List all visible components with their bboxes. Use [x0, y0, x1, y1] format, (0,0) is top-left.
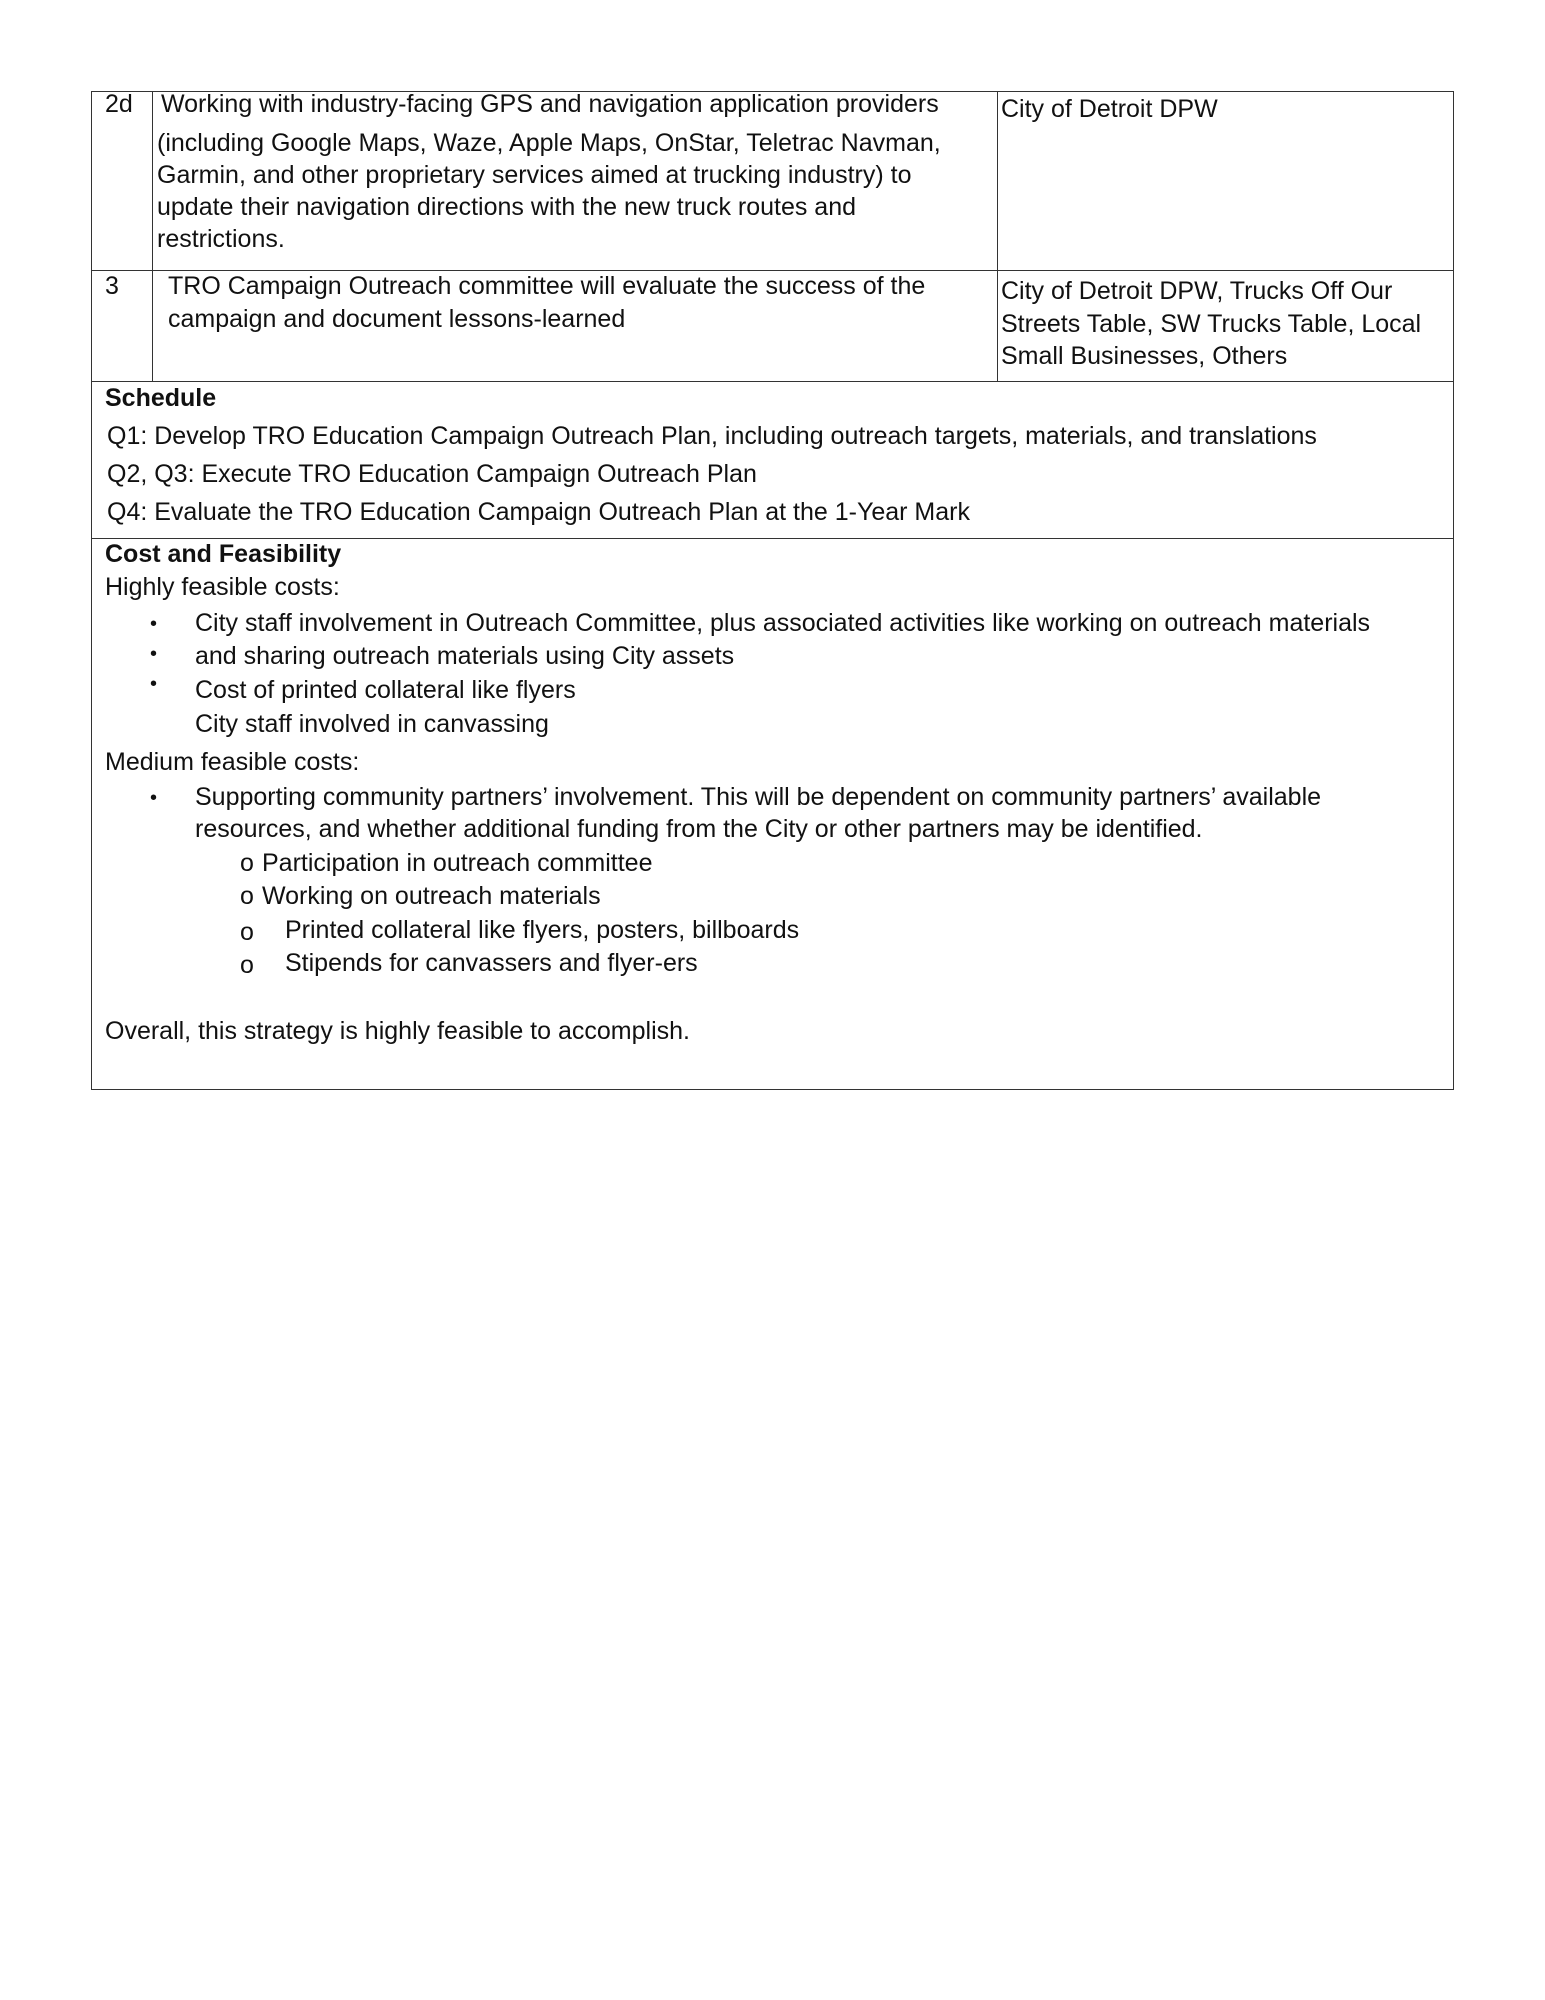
column-divider-id	[152, 91, 153, 381]
schedule-item: Q4: Evaluate the TRO Education Campaign Outreach Plan at the 1-Year Mark	[107, 498, 970, 526]
sub-marker: o	[240, 918, 254, 946]
highly-feasible-item: Cost of printed collateral like flyers	[195, 676, 576, 704]
row-task-line: (including Google Maps, Waze, Apple Maps, OnStar, Teletrac Navman,	[157, 129, 941, 157]
row-task-line: campaign and document lessons-learned	[168, 305, 626, 333]
row-responsible: Streets Table, SW Trucks Table, Local	[1001, 310, 1422, 338]
row-task-line: Garmin, and other proprietary services aimed at trucking industry) to	[157, 161, 912, 189]
medium-feasible-item: resources, and whether additional funding from the City or other partners may be identified.	[195, 815, 1203, 843]
highly-feasible-label: Highly feasible costs:	[105, 573, 340, 601]
row-id: 2d	[105, 90, 133, 118]
bullet-marker: •	[150, 613, 158, 635]
row-responsible: City of Detroit DPW, Trucks Off Our	[1001, 277, 1393, 305]
sub-item: Participation in outreach committee	[262, 849, 653, 877]
bullet-marker: •	[150, 787, 158, 809]
row-responsible: City of Detroit DPW	[1001, 95, 1218, 123]
highly-feasible-item: City staff involvement in Outreach Committee, plus associated activities like working on outreach materials	[195, 609, 1371, 637]
row-task-line: restrictions.	[157, 225, 285, 253]
sub-marker: o	[240, 849, 254, 877]
sub-item: Working on outreach materials	[262, 882, 601, 910]
row-task-line: TRO Campaign Outreach committee will evaluate the success of the	[168, 272, 926, 300]
schedule-heading: Schedule	[105, 384, 217, 412]
schedule-item: Q2, Q3: Execute TRO Education Campaign Outreach Plan	[107, 460, 757, 488]
sub-item: Printed collateral like flyers, posters, billboards	[285, 916, 800, 944]
row-task-line: update their navigation directions with the new truck routes and	[157, 193, 857, 221]
row-id: 3	[105, 272, 119, 300]
highly-feasible-item: and sharing outreach materials using City assets	[195, 642, 735, 670]
bullet-marker: •	[150, 673, 158, 695]
bullet-marker: •	[150, 643, 158, 665]
cost-heading: Cost and Feasibility	[105, 540, 342, 568]
schedule-item: Q1: Develop TRO Education Campaign Outreach Plan, including outreach targets, materials, and translations	[107, 422, 1317, 450]
column-divider-responsible	[997, 91, 998, 381]
sub-marker: o	[240, 882, 254, 910]
row-task-line: Working with industry-facing GPS and navigation application providers	[161, 90, 939, 118]
medium-feasible-label: Medium feasible costs:	[105, 748, 360, 776]
highly-feasible-item: City staff involved in canvassing	[195, 710, 549, 738]
row-divider-schedule	[91, 381, 1454, 382]
row-responsible: Small Businesses, Others	[1001, 342, 1288, 370]
sub-marker: o	[240, 951, 254, 979]
medium-feasible-item: Supporting community partners’ involvement. This will be dependent on community partners’ available	[195, 783, 1322, 811]
overall-statement: Overall, this strategy is highly feasible to accomplish.	[105, 1017, 690, 1045]
sub-item: Stipends for canvassers and flyer-ers	[285, 949, 698, 977]
